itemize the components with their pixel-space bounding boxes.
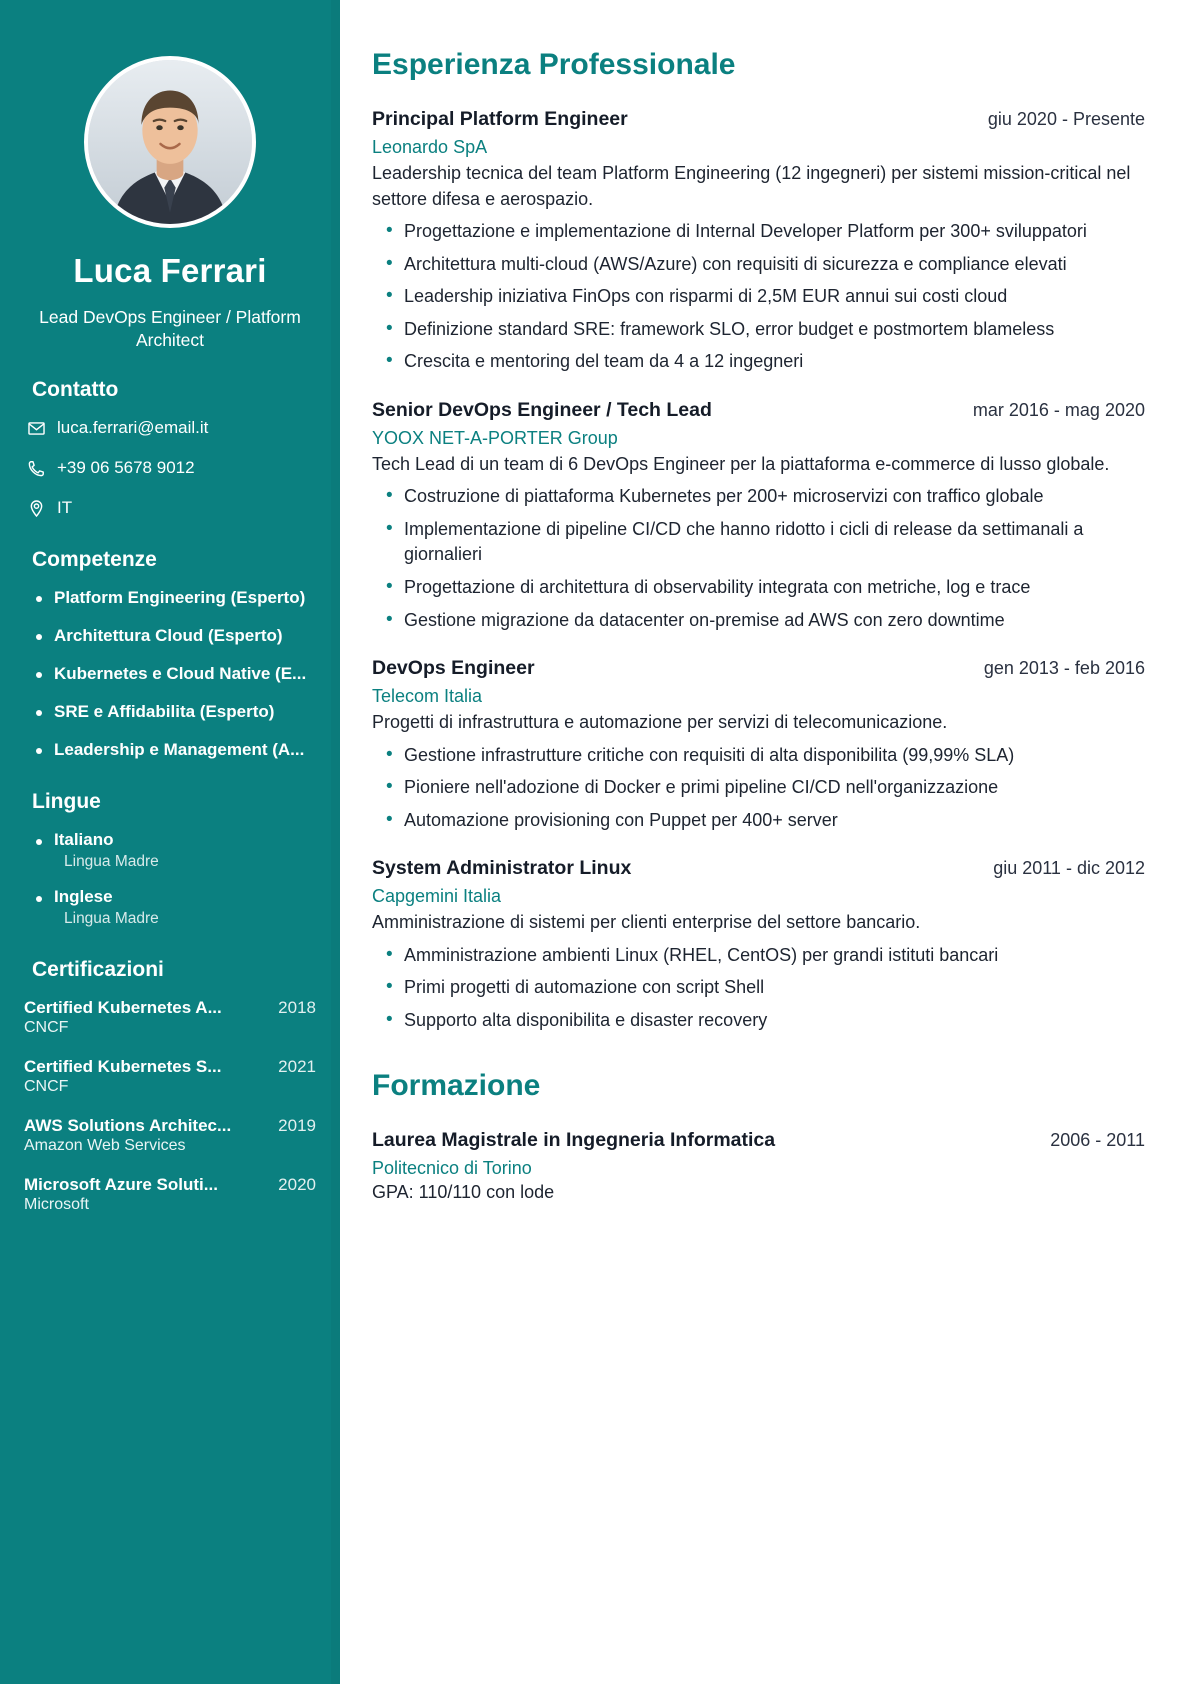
list-item: • Primi progetti di automazione con script Shell (372, 975, 1145, 1001)
list-item: • Gestione migrazione da datacenter on-premise ad AWS con zero downtime (372, 608, 1145, 634)
candidate-name: Luca Ferrari (73, 252, 267, 289)
certification-year: 2020 (278, 1175, 316, 1195)
list-item: • Automazione provisioning con Puppet per 400+ server (372, 808, 1145, 834)
certification-name: AWS Solutions Architec... (24, 1116, 232, 1136)
envelope-icon (26, 418, 46, 438)
section-title-experience: Esperienza Professionale (372, 48, 736, 81)
entry-header (372, 399, 1145, 422)
job-title: Principal Platform Engineer (372, 108, 628, 130)
main-content (340, 0, 1190, 1684)
job-company: Capgemini Italia (372, 886, 502, 907)
experience-entry (372, 108, 1145, 375)
candidate-role: Lead DevOps Engineer / Platform Architect (39, 307, 301, 351)
job-bullets (372, 943, 1145, 1034)
job-bullets (372, 743, 1145, 834)
degree-title: Laurea Magistrale in Ingegneria Informatica (372, 1129, 776, 1152)
list-item: • Supporto alta disponibilita e disaster recovery (372, 1008, 1145, 1034)
list-item: Kubernetes e Cloud Native (E... (34, 664, 316, 684)
list-item: • Implementazione di pipeline CI/CD che hanno ridotto i cicli di release da settimanali a giornalieri (372, 517, 1145, 568)
language-name: Italiano (54, 830, 114, 850)
job-description: Amministrazione di sistemi per clienti enterprise del settore bancario. (372, 912, 921, 933)
certification-issuer: CNCF (24, 1078, 69, 1096)
list-item: • Progettazione di architettura di observability integrata con metriche, log e trace (372, 575, 1145, 601)
list-item: • Pioniere nell'adozione di Docker e primi pipeline CI/CD nell'organizzazione (372, 775, 1145, 801)
job-dates: mar 2016 - mag 2020 (972, 399, 1145, 420)
certification-year: 2019 (278, 1116, 316, 1136)
job-dates: gen 2013 - feb 2016 (983, 658, 1145, 679)
entry-header (372, 1129, 1145, 1152)
certification-issuer: Amazon Web Services (24, 1137, 186, 1155)
certification-name: Certified Kubernetes A... (24, 998, 222, 1018)
list-item: • Gestione infrastrutture critiche con requisiti di alta disponibilita (99,99% SLA) (372, 743, 1145, 769)
list-item (24, 1175, 316, 1214)
certification-header (24, 1175, 316, 1195)
entry-header (372, 108, 1145, 131)
list-item (24, 1116, 316, 1155)
certification-name: Certified Kubernetes S... (24, 1057, 222, 1077)
certification-header (24, 998, 316, 1018)
list-item (24, 1057, 316, 1096)
list-item: • Progettazione e implementazione di Internal Developer Platform per 300+ sviluppatori (372, 219, 1145, 245)
school-name: Politecnico di Torino (372, 1158, 532, 1179)
language-name: Inglese (54, 887, 113, 907)
certification-issuer: Microsoft (24, 1196, 89, 1214)
sidebar-edge-stripe (331, 0, 340, 1684)
certification-year: 2021 (278, 1057, 316, 1077)
job-dates: giu 2020 - Presente (987, 109, 1145, 129)
job-bullets (372, 219, 1145, 375)
list-item: Platform Engineering (Esperto) (34, 588, 316, 608)
job-description: Leadership tecnica del team Platform Engineering (12 ingegneri) per sistemi mission-critical nel settore difesa e aerospazio. (372, 163, 1131, 209)
contact-email-value: luca.ferrari@email.it (57, 418, 209, 438)
education-entry (372, 1129, 1145, 1203)
contact-location-value: IT (57, 498, 73, 518)
job-bullets (372, 484, 1145, 633)
certification-issuer: CNCF (24, 1019, 69, 1037)
list-item: • Definizione standard SRE: framework SLO, error budget e postmortem blameless (372, 317, 1145, 343)
job-description: Tech Lead di un team di 6 DevOps Engineer per la piattaforma e-commerce di lusso globale. (372, 453, 1110, 474)
job-title: Senior DevOps Engineer / Tech Lead (372, 398, 712, 421)
certification-name: Microsoft Azure Soluti... (24, 1175, 218, 1195)
list-item: • Costruzione di piattaforma Kubernetes per 200+ microservizi con traffico globale (372, 484, 1145, 510)
list-item: • Architettura multi-cloud (AWS/Azure) con requisiti di sicurezza e compliance elevati (372, 252, 1145, 278)
degree-detail: GPA: 110/110 con lode (372, 1182, 555, 1203)
list-item: • Crescita e mentoring del team da 4 a 12 ingegneri (372, 349, 1145, 375)
list-item (34, 830, 316, 871)
language-level: Lingua Madre (64, 910, 159, 928)
experience-entry (372, 657, 1145, 833)
languages-heading: Lingue (32, 790, 101, 814)
contact-heading: Contatto (32, 378, 119, 402)
list-item: Architettura Cloud (Esperto) (34, 626, 316, 646)
certifications-heading: Certificazioni (32, 958, 164, 982)
job-company: Telecom Italia (372, 686, 483, 707)
job-description: Progetti di infrastruttura e automazione per servizi di telecomunicazione. (372, 712, 948, 733)
contact-phone[interactable] (26, 458, 316, 478)
certification-year: 2018 (278, 998, 316, 1018)
avatar-photo-icon (88, 60, 252, 224)
certification-header (24, 1116, 316, 1136)
entry-header (372, 657, 1145, 680)
sidebar (0, 0, 340, 1684)
list-item: • Amministrazione ambienti Linux (RHEL, CentOS) per grandi istituti bancari (372, 943, 1145, 969)
phone-icon (26, 458, 46, 478)
list-item: Leadership e Management (A... (34, 740, 316, 760)
skills-heading: Competenze (32, 548, 157, 572)
entry-header (372, 857, 1145, 880)
list-item: • Leadership iniziativa FinOps con risparmi di 2,5M EUR annui sui costi cloud (372, 284, 1145, 310)
avatar-container (24, 56, 316, 228)
contact-phone-value: +39 06 5678 9012 (57, 458, 195, 478)
location-pin-icon (26, 498, 46, 518)
job-title: System Administrator Linux (372, 857, 632, 880)
contact-email[interactable] (26, 418, 316, 438)
degree-dates: 2006 - 2011 (1050, 1130, 1145, 1151)
list-item: SRE e Affidabilita (Esperto) (34, 702, 316, 722)
language-level: Lingua Madre (64, 853, 159, 871)
job-company: Leonardo SpA (372, 137, 488, 157)
contact-location[interactable] (26, 498, 316, 518)
job-dates: giu 2011 - dic 2012 (993, 858, 1145, 879)
experience-entry (372, 399, 1145, 633)
certification-header (24, 1057, 316, 1077)
list-item (24, 998, 316, 1037)
job-company: YOOX NET-A-PORTER Group (372, 427, 618, 448)
skills-list (34, 588, 316, 760)
section-title-education: Formazione (372, 1069, 541, 1103)
experience-entry (372, 857, 1145, 1033)
avatar (84, 56, 256, 228)
list-item (34, 887, 316, 928)
job-title: DevOps Engineer (372, 657, 535, 680)
